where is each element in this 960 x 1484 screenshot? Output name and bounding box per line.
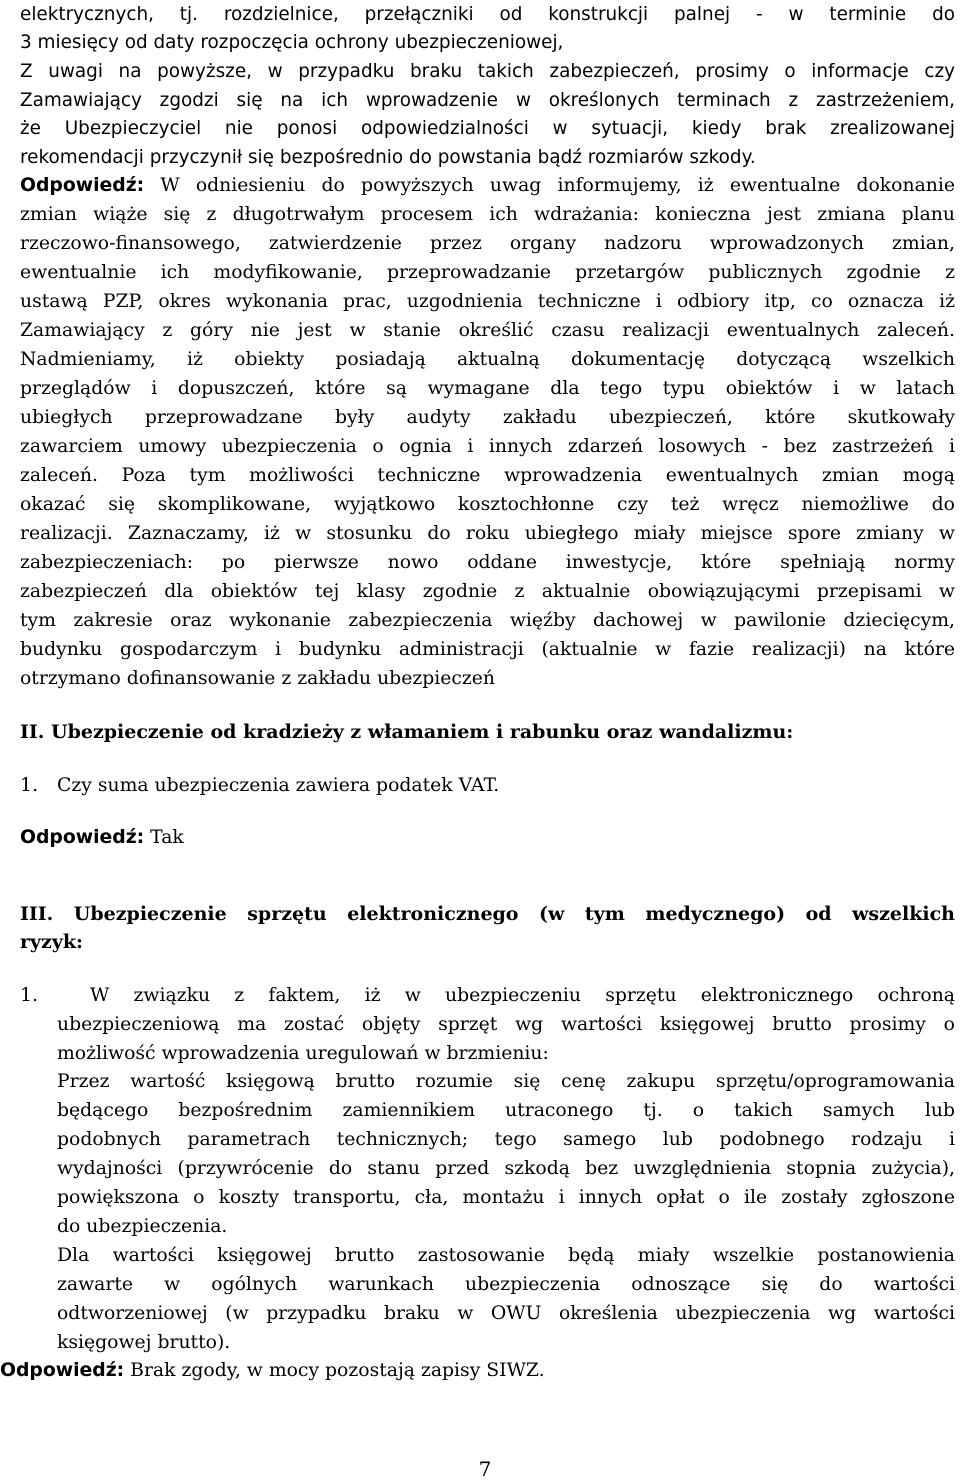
item-line: powiększona o koszty transportu, cła, montażu i innych opłat o ile zostały zgłoszone	[57, 1187, 955, 1208]
answer-line	[0, 1356, 545, 1385]
item-text: Czy suma ubezpieczenia zawiera podatek VAT.	[57, 775, 500, 796]
item-line: Przez wartość księgową brutto rozumie się cenę zakupu sprzętu/oprogramowania	[57, 1071, 955, 1092]
item-line: podobnych parametrach technicznych; tego samego lub podobnego rodzaju i	[57, 1129, 955, 1150]
answer-line: przeglądów i dopuszczeń, które są wymagane dla tego typu obiektów i w latach	[20, 378, 955, 399]
intro-line: Zamawiający zgodzi się na ich wprowadzenie w określonych terminach z zastrzeżeniem,	[20, 90, 955, 111]
item-line: księgowej brutto).	[57, 1332, 231, 1353]
intro-line: 3 miesięcy od daty rozpoczęcia ochrony ubezpieczeniowej,	[20, 32, 564, 53]
item-line: ubezpieczeniową ma zostać objęty sprzęt wg wartości księgowej brutto prosimy o	[57, 1014, 955, 1035]
answer-line: zawarciem umowy ubezpieczenia o ognia i innych zdarzeń losowych - bez zastrzeżeń i	[20, 436, 955, 457]
answer-line: ubiegłych przeprowadzane były audyty zakładu ubezpieczeń, które skutkowały	[20, 407, 955, 428]
answer-line: realizacji. Zaznaczamy, iż w stosunku do roku ubiegłego miały miejsce spore zmiany w	[20, 523, 955, 544]
intro-line: że Ubezpieczyciel nie ponosi odpowiedzialności w sytuacji, kiedy brak zrealizowanej	[20, 118, 955, 139]
item-line: W związku z faktem, iż w ubezpieczeniu sprzętu elektronicznego ochroną	[90, 985, 955, 1006]
item-line: będącego bezpośrednim zamiennikiem utraconego tj. o takich samych lub	[57, 1100, 955, 1121]
answer-label: Odpowiedź:	[20, 827, 145, 848]
section-heading: III. Ubezpieczenie sprzętu elektronicznego (w tym medycznego) od wszelkich	[20, 903, 955, 925]
item-line: zawarte w ogólnych warunkach ubezpieczenia odnoszące się do wartości	[57, 1274, 955, 1295]
page-number: 7	[478, 1457, 492, 1481]
answer-line: okazać się skomplikowane, wyjątkowo kosztochłonne czy też wręcz niemożliwe do	[20, 494, 955, 515]
answer-first-line	[20, 171, 955, 200]
intro-line: elektrycznych, tj. rozdzielnice, przełączniki od konstrukcji palnej - w terminie do	[20, 4, 955, 25]
answer-text: Tak	[144, 827, 184, 848]
answer-line: zabezpieczeń dla obiektów tej klasy zgodnie z aktualnie obowiązującymi przepisami w	[20, 581, 955, 602]
item-line: odtworzeniowej (w przypadku braku w OWU określenia ubezpieczenia wg wartości	[57, 1303, 955, 1324]
section-heading-continued: ryzyk:	[20, 931, 84, 953]
answer-line: Nadmieniamy, iż obiekty posiadają aktualną dokumentację dotyczącą wszelkich	[20, 349, 955, 370]
intro-line: rekomendacji przyczynił się bezpośrednio do powstania bądź rozmiarów szkody.	[20, 147, 756, 168]
answer-line: ustawą PZP, okres wykonania prac, uzgodnienia techniczne i odbiory itp, co oznacza iż	[20, 291, 955, 312]
intro-line: Z uwagi na powyższe, w przypadku braku takich zabezpieczeń, prosimy o informacje czy	[20, 61, 955, 82]
answer-line: zaleceń. Poza tym możliwości techniczne wprowadzenia ewentualnych zmian mogą	[20, 465, 955, 486]
item-line: do ubezpieczenia.	[57, 1216, 228, 1237]
answer-line: budynku gospodarczym i budynku administracji (aktualnie w fazie realizacji) na które	[20, 639, 955, 660]
answer-line: tym zakresie oraz wykonanie zabezpieczenia więźby dachowej w pawilonie dziecięcym,	[20, 610, 955, 631]
section-heading: II. Ubezpieczenie od kradzieży z włamaniem i rabunku oraz wandalizmu:	[20, 721, 794, 743]
answer-line: ewentualnie ich modyfikowanie, przeprowadzanie przetargów publicznych zgodnie z	[20, 262, 955, 283]
answer-label: Odpowiedź:	[20, 175, 145, 196]
item-line: Dla wartości księgowej brutto zastosowanie będą miały wszelkie postanowienia	[57, 1245, 955, 1266]
item-number: 1.	[20, 774, 39, 796]
answer-line: zmian wiąże się z długotrwałym procesem ich wdrażania: konieczna jest zmiana planu	[20, 204, 955, 225]
answer-label: Odpowiedź:	[0, 1360, 125, 1381]
item-number: 1.	[20, 984, 39, 1006]
item-line: wydajności (przywrócenie do stanu przed szkodą bez uwzględnienia stopnia zużycia),	[57, 1158, 955, 1179]
answer-line	[20, 823, 184, 852]
item-line: możliwość wprowadzenia uregulowań w brzmieniu:	[57, 1043, 549, 1064]
answer-text: W odniesieniu do powyższych uwag informujemy, iż ewentualne dokonanie	[144, 175, 955, 196]
answer-line: otrzymano dofinansowanie z zakładu ubezpieczeń	[20, 668, 495, 689]
answer-line: rzeczowo-finansowego, zatwierdzenie przez organy nadzoru wprowadzonych zmian,	[20, 233, 955, 254]
answer-line: Zamawiający z góry nie jest w stanie określić czasu realizacji ewentualnych zaleceń.	[20, 320, 955, 341]
answer-text: Brak zgody, w mocy pozostają zapisy SIWZ.	[124, 1360, 545, 1381]
answer-line: zabezpieczeniach: po pierwsze nowo oddane inwestycje, które spełniają normy	[20, 552, 955, 573]
